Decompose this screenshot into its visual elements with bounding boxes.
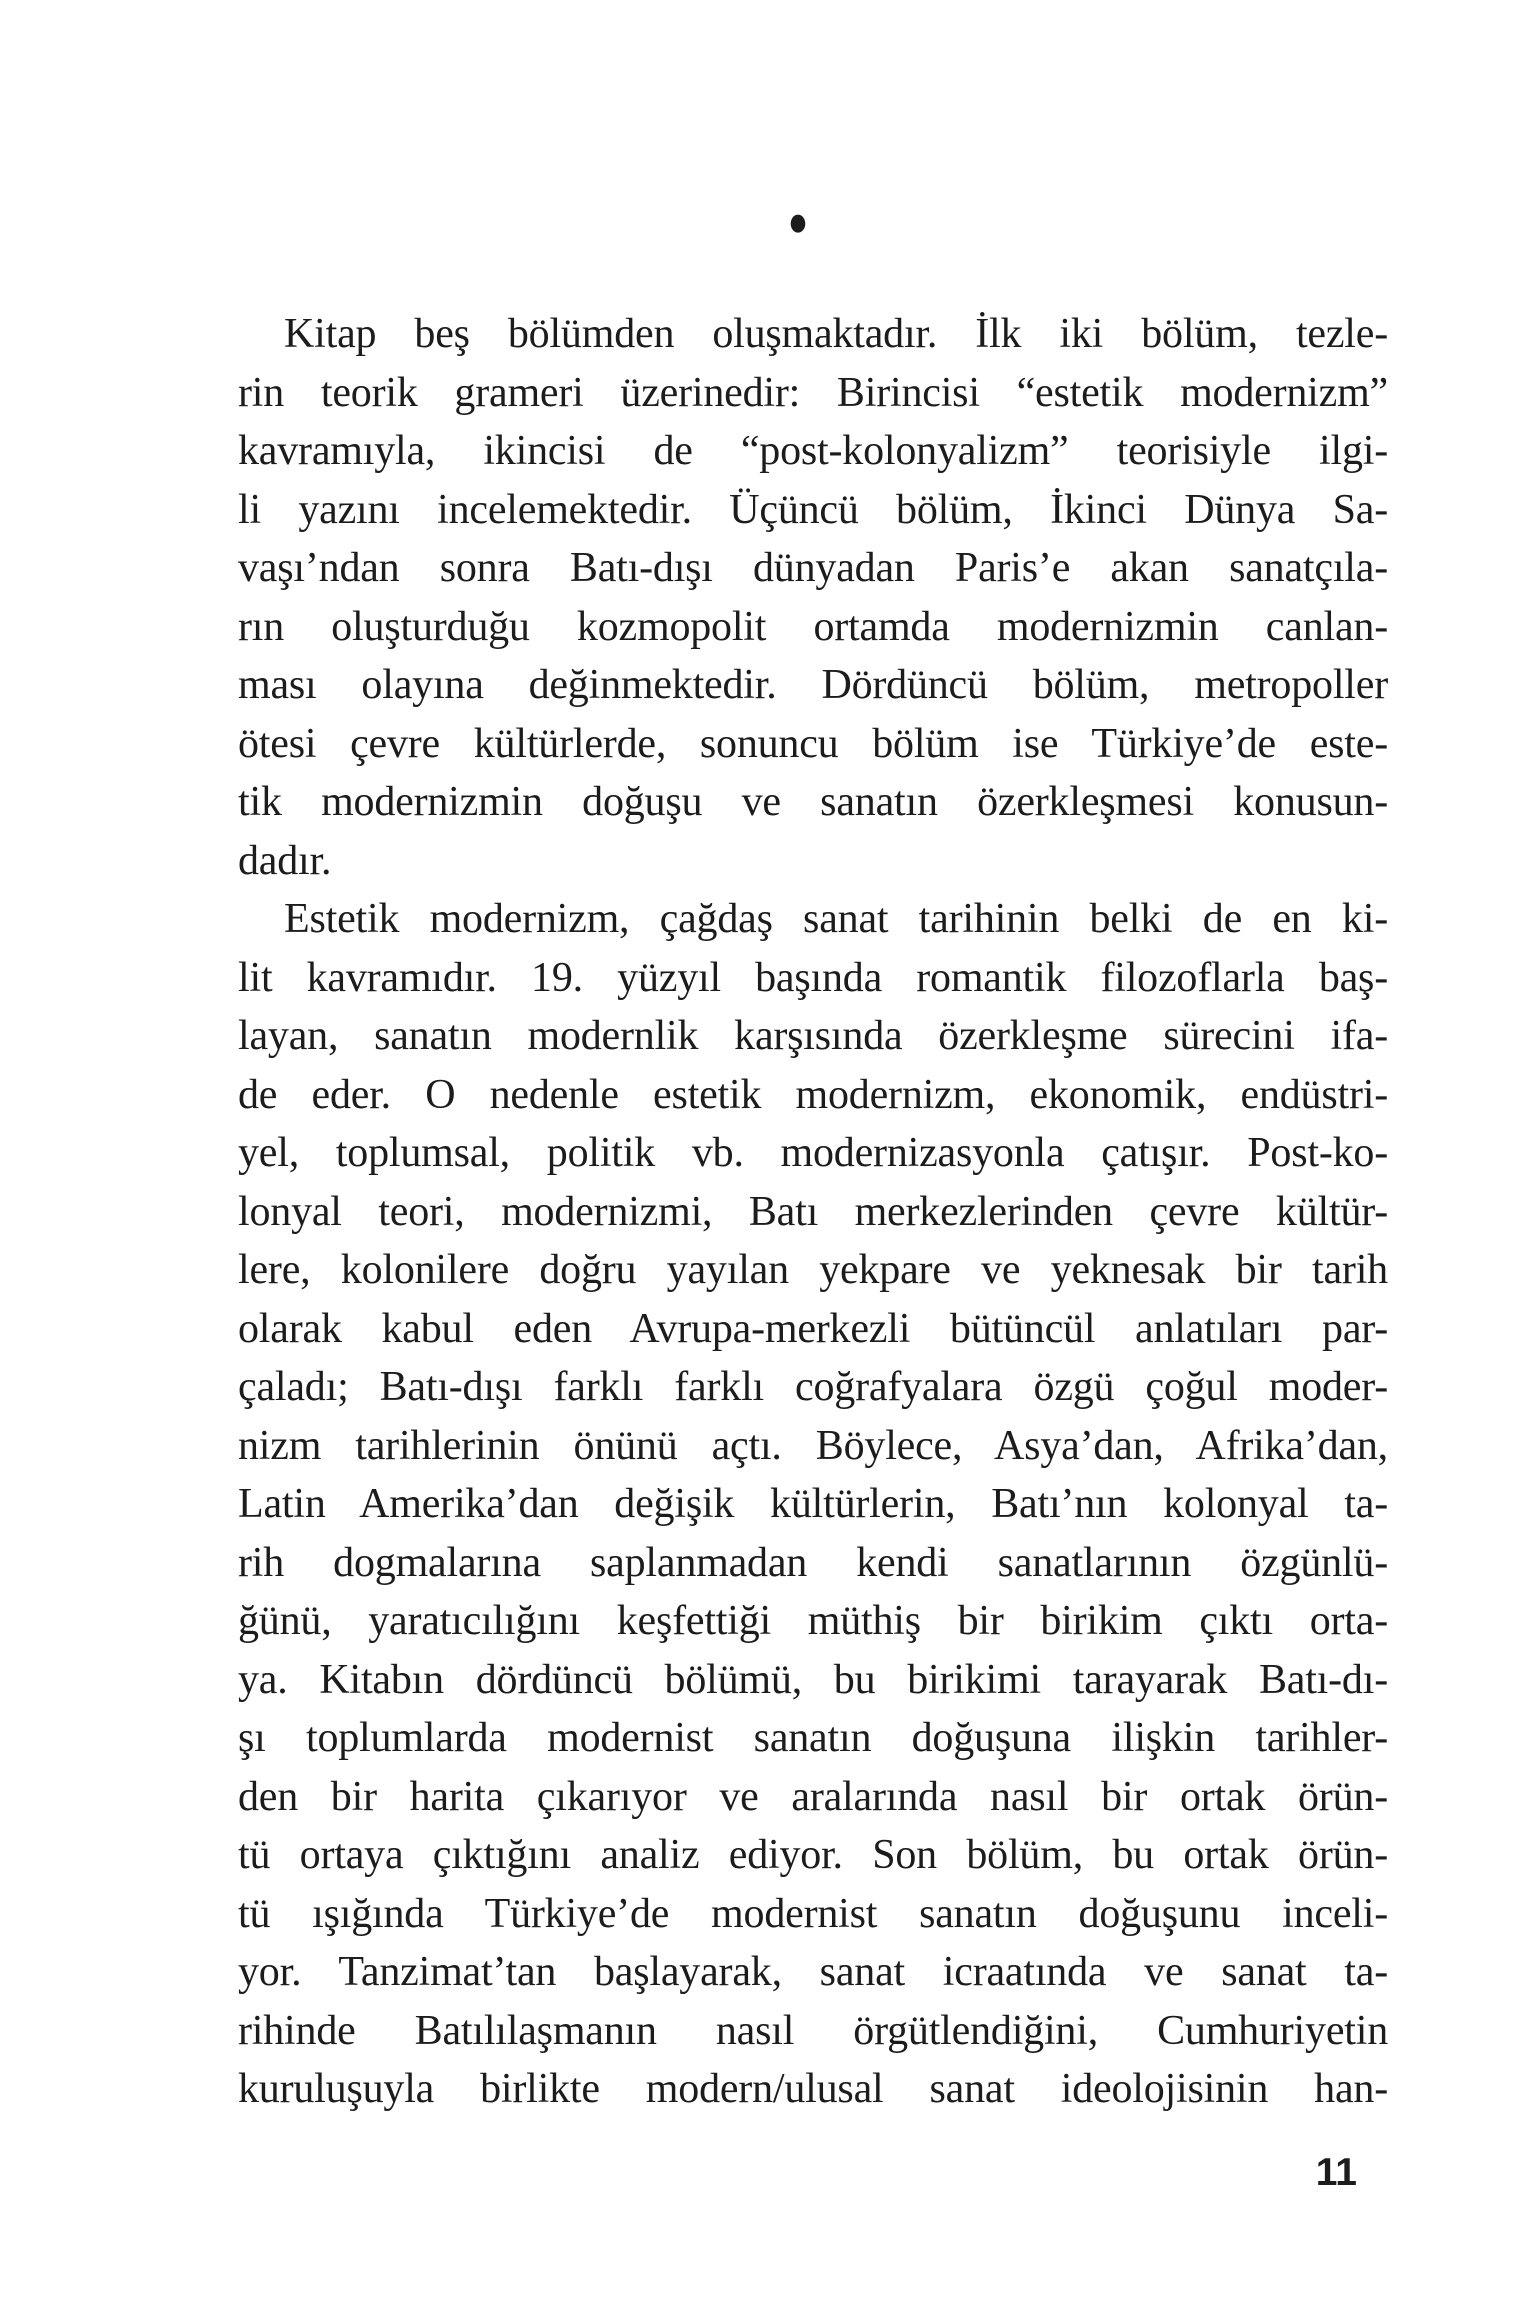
- text-line: Estetik modernizm, çağdaş sanat tarihinin belki de en ki-: [284, 896, 1388, 942]
- text-line: lere, kolonilere doğru yayılan yekpare ve yeknesak bir tarih: [238, 1247, 1388, 1293]
- section-divider-bullet-icon: ●: [787, 197, 809, 246]
- text-line: layan, sanatın modernlik karşısında özerkleşme sürecini ifa-: [238, 1013, 1388, 1059]
- text-line: rihinde Batılılaşmanın nasıl örgütlendiğini, Cumhuriyetin: [238, 2007, 1388, 2054]
- text-line: lonyal teori, modernizmi, Batı merkezlerinden çevre kültür-: [238, 1188, 1388, 1235]
- text-line: ya. Kitabın dördüncü bölümü, bu birikimi tarayarak Batı-dı-: [238, 1656, 1388, 1703]
- paragraph: [238, 890, 1388, 2119]
- text-line: lit kavramıdır. 19. yüzyıl başında romantik filozoflarla baş-: [238, 954, 1388, 1001]
- text-line: rin teorik grameri üzerinedir: Birincisi “estetik modernizm”: [238, 369, 1388, 416]
- text-line: yor. Tanzimat’tan başlayarak, sanat icraatında ve sanat ta-: [238, 1949, 1388, 1995]
- paragraph: [238, 305, 1388, 890]
- text-line: tik modernizmin doğuşu ve sanatın özerkleşmesi konusun-: [238, 779, 1388, 825]
- body-text: [238, 305, 1388, 2119]
- text-line: ğünü, yaratıcılığını keşfettiği müthiş bir birikim çıktı orta-: [238, 1598, 1388, 1644]
- text-line: vaşı’ndan sonra Batı-dışı dünyadan Paris’e akan sanatçıla-: [238, 545, 1388, 591]
- text-line: tü ortaya çıktığını analiz ediyor. Son bölüm, bu ortak örün-: [238, 1832, 1388, 1878]
- text-line: yel, toplumsal, politik vb. modernizasyonla çatışır. Post-ko-: [238, 1130, 1388, 1176]
- text-line: olarak kabul eden Avrupa-merkezli bütüncül anlatıları par-: [238, 1305, 1388, 1352]
- page-number: 11: [1315, 2151, 1357, 2194]
- text-line: ması olayına değinmektedir. Dördüncü bölüm, metropoller: [238, 662, 1388, 708]
- text-line: nizm tarihlerinin önünü açtı. Böylece, Asya’dan, Afrika’dan,: [238, 1422, 1388, 1469]
- text-line: Latin Amerika’dan değişik kültürlerin, Batı’nın kolonyal ta-: [238, 1481, 1388, 1527]
- text-line: li yazını incelemektedir. Üçüncü bölüm, İkinci Dünya Sa-: [238, 486, 1388, 533]
- text-line: şı toplumlarda modernist sanatın doğuşuna ilişkin tarihler-: [238, 1715, 1388, 1761]
- text-line: ötesi çevre kültürlerde, sonuncu bölüm ise Türkiye’de este-: [238, 720, 1388, 767]
- text-line: tü ışığında Türkiye’de modernist sanatın doğuşunu inceli-: [238, 1890, 1388, 1937]
- text-line: çaladı; Batı-dışı farklı farklı coğrafyalara özgü çoğul moder-: [238, 1364, 1388, 1410]
- text-line: dadır.: [238, 837, 332, 884]
- text-line: rın oluşturduğu kozmopolit ortamda modernizmin canlan-: [238, 603, 1388, 650]
- text-line: Kitap beş bölümden oluşmaktadır. İlk iki bölüm, tezle-: [284, 311, 1388, 357]
- text-line: de eder. O nedenle estetik modernizm, ekonomik, endüstri-: [238, 1071, 1388, 1118]
- text-line: den bir harita çıkarıyor ve aralarında nasıl bir ortak örün-: [238, 1773, 1388, 1820]
- text-line: rih dogmalarına saplanmadan kendi sanatlarının özgünlü-: [238, 1539, 1388, 1586]
- text-line: kavramıyla, ikincisi de “post-kolonyalizm” teorisiyle ilgi-: [238, 428, 1388, 474]
- text-line: kuruluşuyla birlikte modern/ulusal sanat ideolojisinin han-: [238, 2066, 1388, 2112]
